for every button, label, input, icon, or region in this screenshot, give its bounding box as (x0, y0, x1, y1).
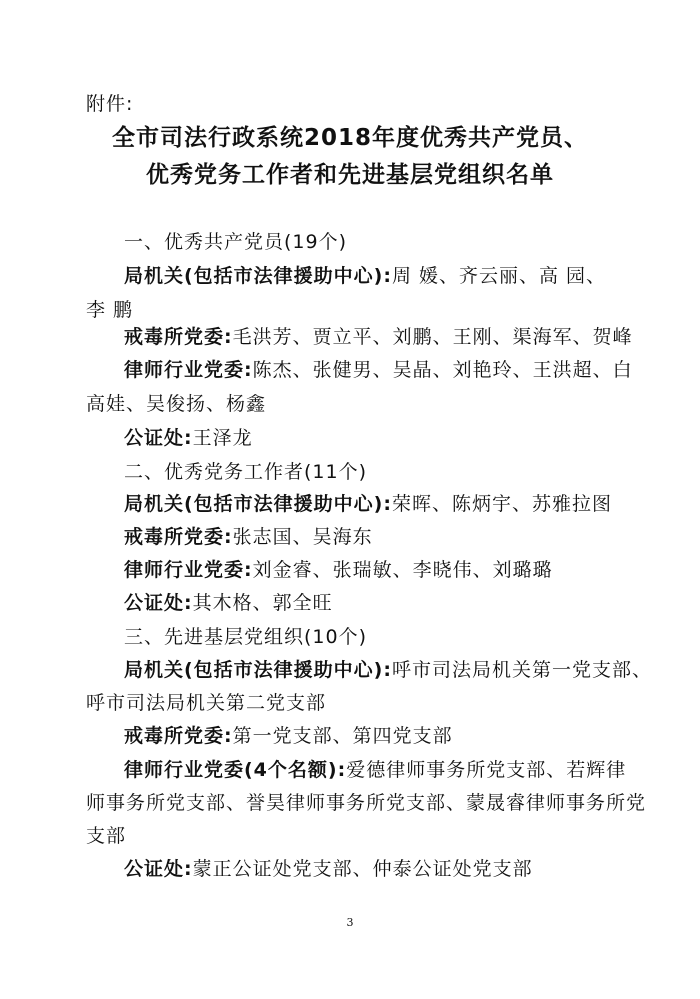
section-2-notary-row (124, 591, 333, 615)
section-1-rehab-label: 戒毒所党委: (124, 326, 233, 348)
section-2-bureau-row (124, 492, 612, 516)
section-3-bureau-names-cont: 呼市司法局机关第二党支部 (86, 692, 327, 714)
section-3-lawyer-names: 爱德律师事务所党支部、若辉律 (346, 759, 627, 781)
section-3-rehab-names: 第一党支部、第四党支部 (232, 725, 453, 747)
section-3-heading: 三、先进基层党组织(10个) (124, 626, 368, 648)
section-3-notary-names: 蒙正公证处党支部、仲泰公证处党支部 (192, 858, 533, 880)
section-1-notary-label: 公证处: (124, 427, 193, 449)
section-1-notary-row (124, 426, 253, 450)
title-line-1: 全市司法行政系统2018年度优秀共产党员、 (111, 125, 588, 151)
section-3-bureau-label: 局机关(包括市法律援助中心): (124, 659, 392, 681)
section-3-lawyer-row (124, 758, 626, 782)
section-3-bureau-names: 呼市司法局机关第一党支部、 (391, 659, 652, 681)
section-2-bureau-names: 荣晖、陈炳宇、苏雅拉图 (391, 493, 612, 515)
page-number: 3 (346, 916, 354, 929)
section-2-heading: 二、优秀党务工作者(11个) (124, 461, 368, 483)
attachment-label: 附件: (86, 93, 134, 115)
section-2-lawyer-row (124, 558, 553, 582)
section-1-lawyer-label: 律师行业党委: (124, 359, 253, 381)
section-2-notary-names: 其木格、郭全旺 (192, 592, 333, 614)
section-1-rehab-row (124, 325, 633, 349)
section-3-rehab-row (124, 724, 453, 748)
section-1-bureau-names: 周 媛、齐云丽、高 园、 (391, 265, 607, 287)
section-1-heading: 一、优秀共产党员(19个) (124, 231, 348, 253)
section-2-rehab-label: 戒毒所党委: (124, 526, 233, 548)
section-2-lawyer-names: 刘金睿、张瑞敏、李晓伟、刘璐璐 (252, 559, 553, 581)
section-2-notary-label: 公证处: (124, 592, 193, 614)
section-2-lawyer-label: 律师行业党委: (124, 559, 253, 581)
section-3-lawyer-label: 律师行业党委(4个名额): (124, 759, 347, 781)
section-1-notary-names: 王泽龙 (192, 427, 253, 449)
section-3-lawyer-names-cont: 师事务所党支部、誉昊律师事务所党支部、蒙晟睿律师事务所党 (86, 792, 647, 814)
section-1-bureau-label: 局机关(包括市法律援助中心): (124, 265, 392, 287)
section-2-bureau-label: 局机关(包括市法律援助中心): (124, 493, 392, 515)
section-1-bureau-names-cont: 李 鹏 (86, 299, 134, 321)
section-2-rehab-row (124, 525, 373, 549)
section-1-lawyer-names: 陈杰、张健男、吴晶、刘艳玲、王洪超、白 (252, 359, 633, 381)
section-3-bureau-row (124, 658, 652, 682)
section-1-rehab-names: 毛洪芳、贾立平、刘鹏、王刚、渠海军、贺峰 (232, 326, 633, 348)
section-1-lawyer-row (124, 358, 633, 382)
title-line-2: 优秀党务工作者和先进基层党组织名单 (146, 162, 554, 188)
section-2-rehab-names: 张志国、吴海东 (232, 526, 373, 548)
section-3-notary-label: 公证处: (124, 858, 193, 880)
section-1-bureau-row (124, 264, 606, 288)
section-3-lawyer-names-cont-2: 支部 (86, 825, 127, 847)
section-3-notary-row (124, 857, 533, 881)
section-1-lawyer-names-cont: 高娃、吴俊扬、杨鑫 (86, 393, 267, 415)
section-3-rehab-label: 戒毒所党委: (124, 725, 233, 747)
